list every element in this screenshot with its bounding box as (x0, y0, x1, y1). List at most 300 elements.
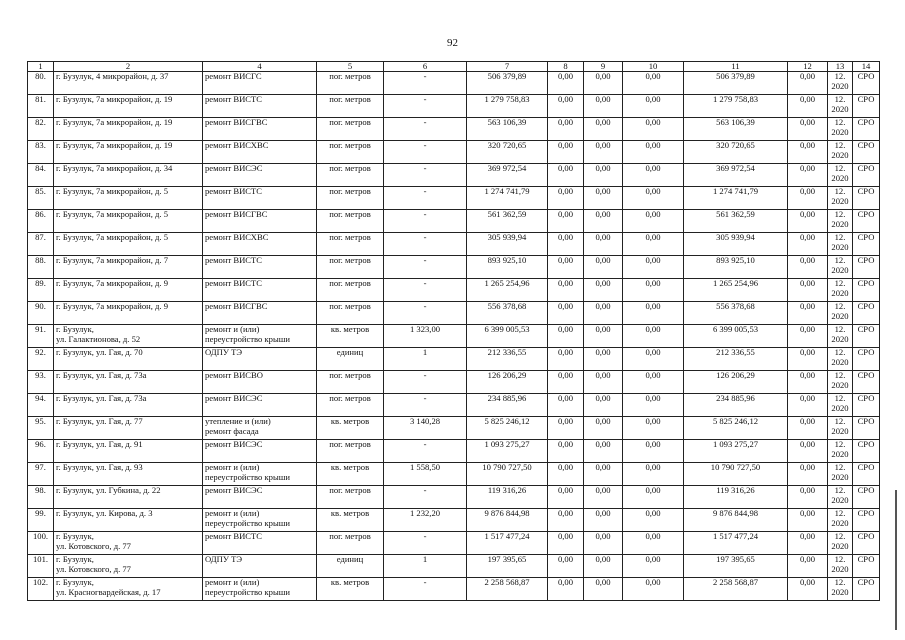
cost-other-cell: 0,00 (788, 578, 828, 601)
cost-other-cell: 0,00 (788, 233, 828, 256)
work-type-cell: ремонт ВИСЭС (203, 486, 317, 509)
cost-local-cell: 0,00 (623, 256, 684, 279)
total-cost-cell: 893 925,10 (467, 256, 548, 279)
column-header: 5 (317, 62, 384, 72)
address-cell: г. Бузулук, ул. Губкина, д. 22 (54, 486, 203, 509)
cost-owners-cell: 9 876 844,98 (684, 509, 788, 532)
method-cell: СРО (853, 187, 880, 210)
work-type-cell: ремонт ВИСЭС (203, 164, 317, 187)
unit-cell: пог. метров (317, 486, 384, 509)
table-row (28, 210, 880, 233)
cost-local-cell: 0,00 (623, 440, 684, 463)
address-cell: г. Бузулук, ул. Котовского, д. 77 (54, 532, 203, 555)
method-cell: СРО (853, 371, 880, 394)
cost-fund-cell: 0,00 (548, 394, 584, 417)
cost-budget-cell: 0,00 (584, 95, 623, 118)
quantity-cell: - (384, 532, 467, 555)
work-type-cell: ремонт и (или) переустройство крыши (203, 463, 317, 486)
cost-local-cell: 0,00 (623, 118, 684, 141)
table-row (28, 256, 880, 279)
deadline-cell: 12. 2020 (828, 394, 853, 417)
deadline-cell: 12. 2020 (828, 440, 853, 463)
total-cost-cell: 1 265 254,96 (467, 279, 548, 302)
address-cell: г. Бузулук, 7а микрорайон, д. 9 (54, 302, 203, 325)
cost-other-cell: 0,00 (788, 509, 828, 532)
cost-local-cell: 0,00 (623, 141, 684, 164)
deadline-cell: 12. 2020 (828, 578, 853, 601)
deadline-cell: 12. 2020 (828, 72, 853, 95)
unit-cell: пог. метров (317, 118, 384, 141)
cost-budget-cell: 0,00 (584, 463, 623, 486)
cost-local-cell: 0,00 (623, 509, 684, 532)
address-cell: г. Бузулук, ул. Котовского, д. 77 (54, 555, 203, 578)
quantity-cell: - (384, 141, 467, 164)
unit-cell: пог. метров (317, 440, 384, 463)
cost-other-cell: 0,00 (788, 555, 828, 578)
cost-local-cell: 0,00 (623, 164, 684, 187)
cost-owners-cell: 197 395,65 (684, 555, 788, 578)
quantity-cell: - (384, 118, 467, 141)
capital-repair-table (27, 61, 880, 601)
cost-budget-cell: 0,00 (584, 164, 623, 187)
row-number-cell: 88. (28, 256, 54, 279)
unit-cell: пог. метров (317, 394, 384, 417)
method-cell: СРО (853, 325, 880, 348)
cost-owners-cell: 2 258 568,87 (684, 578, 788, 601)
work-type-cell: ремонт ВИСЭС (203, 394, 317, 417)
table-row (28, 279, 880, 302)
cost-budget-cell: 0,00 (584, 233, 623, 256)
total-cost-cell: 2 258 568,87 (467, 578, 548, 601)
deadline-cell: 12. 2020 (828, 302, 853, 325)
total-cost-cell: 5 825 246,12 (467, 417, 548, 440)
cost-local-cell: 0,00 (623, 463, 684, 486)
unit-cell: пог. метров (317, 279, 384, 302)
cost-fund-cell: 0,00 (548, 233, 584, 256)
cost-local-cell: 0,00 (623, 348, 684, 371)
total-cost-cell: 1 274 741,79 (467, 187, 548, 210)
work-type-cell: ремонт ВИСТС (203, 187, 317, 210)
row-number-cell: 82. (28, 118, 54, 141)
cost-budget-cell: 0,00 (584, 555, 623, 578)
deadline-cell: 12. 2020 (828, 210, 853, 233)
column-header: 13 (828, 62, 853, 72)
cost-fund-cell: 0,00 (548, 578, 584, 601)
cost-other-cell: 0,00 (788, 279, 828, 302)
cost-budget-cell: 0,00 (584, 371, 623, 394)
unit-cell: пог. метров (317, 95, 384, 118)
quantity-cell: - (384, 72, 467, 95)
work-type-cell: ремонт ВИСТС (203, 279, 317, 302)
work-type-cell: утепление и (или) ремонт фасада (203, 417, 317, 440)
quantity-cell: - (384, 187, 467, 210)
table-row (28, 486, 880, 509)
method-cell: СРО (853, 118, 880, 141)
deadline-cell: 12. 2020 (828, 233, 853, 256)
column-header: 6 (384, 62, 467, 72)
method-cell: СРО (853, 210, 880, 233)
unit-cell: кв. метров (317, 509, 384, 532)
column-header: 8 (548, 62, 584, 72)
address-cell: г. Бузулук, ул. Гая, д. 91 (54, 440, 203, 463)
address-cell: г. Бузулук, 7а микрорайон, д. 5 (54, 233, 203, 256)
table-row (28, 164, 880, 187)
cost-fund-cell: 0,00 (548, 486, 584, 509)
total-cost-cell: 1 279 758,83 (467, 95, 548, 118)
total-cost-cell: 561 362,59 (467, 210, 548, 233)
method-cell: СРО (853, 302, 880, 325)
quantity-cell: 3 140,28 (384, 417, 467, 440)
deadline-cell: 12. 2020 (828, 187, 853, 210)
row-number-cell: 84. (28, 164, 54, 187)
row-number-cell: 92. (28, 348, 54, 371)
method-cell: СРО (853, 279, 880, 302)
unit-cell: кв. метров (317, 463, 384, 486)
work-type-cell: ремонт и (или) переустройство крыши (203, 509, 317, 532)
unit-cell: пог. метров (317, 164, 384, 187)
address-cell: г. Бузулук, 7а микрорайон, д. 5 (54, 187, 203, 210)
cost-budget-cell: 0,00 (584, 509, 623, 532)
total-cost-cell: 563 106,39 (467, 118, 548, 141)
unit-cell: пог. метров (317, 371, 384, 394)
work-type-cell: ремонт ВИСЭС (203, 440, 317, 463)
cost-other-cell: 0,00 (788, 95, 828, 118)
table-row (28, 141, 880, 164)
cost-other-cell: 0,00 (788, 440, 828, 463)
table-row (28, 440, 880, 463)
method-cell: СРО (853, 555, 880, 578)
total-cost-cell: 126 206,29 (467, 371, 548, 394)
cost-other-cell: 0,00 (788, 302, 828, 325)
cost-other-cell: 0,00 (788, 141, 828, 164)
cost-fund-cell: 0,00 (548, 210, 584, 233)
row-number-cell: 99. (28, 509, 54, 532)
total-cost-cell: 1 517 477,24 (467, 532, 548, 555)
table-row (28, 371, 880, 394)
cost-other-cell: 0,00 (788, 348, 828, 371)
work-type-cell: ремонт ВИСГС (203, 72, 317, 95)
method-cell: СРО (853, 578, 880, 601)
cost-budget-cell: 0,00 (584, 532, 623, 555)
row-number-cell: 87. (28, 233, 54, 256)
method-cell: СРО (853, 95, 880, 118)
cost-budget-cell: 0,00 (584, 187, 623, 210)
cost-fund-cell: 0,00 (548, 164, 584, 187)
cost-fund-cell: 0,00 (548, 440, 584, 463)
cost-fund-cell: 0,00 (548, 302, 584, 325)
row-number-cell: 86. (28, 210, 54, 233)
deadline-cell: 12. 2020 (828, 509, 853, 532)
method-cell: СРО (853, 348, 880, 371)
address-cell: г. Бузулук, ул. Гая, д. 73а (54, 394, 203, 417)
table-row (28, 509, 880, 532)
total-cost-cell: 10 790 727,50 (467, 463, 548, 486)
cost-budget-cell: 0,00 (584, 210, 623, 233)
unit-cell: кв. метров (317, 417, 384, 440)
row-number-cell: 85. (28, 187, 54, 210)
cost-owners-cell: 506 379,89 (684, 72, 788, 95)
quantity-cell: - (384, 164, 467, 187)
table-row (28, 233, 880, 256)
unit-cell: единиц (317, 555, 384, 578)
row-number-cell: 93. (28, 371, 54, 394)
cost-local-cell: 0,00 (623, 555, 684, 578)
cost-owners-cell: 556 378,68 (684, 302, 788, 325)
address-cell: г. Бузулук, 7а микрорайон, д. 34 (54, 164, 203, 187)
cost-owners-cell: 561 362,59 (684, 210, 788, 233)
quantity-cell: - (384, 578, 467, 601)
cost-fund-cell: 0,00 (548, 187, 584, 210)
quantity-cell: - (384, 394, 467, 417)
cost-budget-cell: 0,00 (584, 348, 623, 371)
cost-fund-cell: 0,00 (548, 417, 584, 440)
deadline-cell: 12. 2020 (828, 279, 853, 302)
cost-fund-cell: 0,00 (548, 371, 584, 394)
quantity-cell: - (384, 440, 467, 463)
cost-local-cell: 0,00 (623, 210, 684, 233)
cost-owners-cell: 893 925,10 (684, 256, 788, 279)
work-type-cell: ремонт ВИСХВС (203, 141, 317, 164)
page-number: 92 (447, 37, 458, 49)
row-number-cell: 101. (28, 555, 54, 578)
address-cell: г. Бузулук, 7а микрорайон, д. 19 (54, 118, 203, 141)
column-header: 12 (788, 62, 828, 72)
method-cell: СРО (853, 463, 880, 486)
cost-other-cell: 0,00 (788, 118, 828, 141)
work-type-cell: ОДПУ ТЭ (203, 348, 317, 371)
quantity-cell: 1 (384, 555, 467, 578)
cost-local-cell: 0,00 (623, 486, 684, 509)
cost-owners-cell: 1 517 477,24 (684, 532, 788, 555)
cost-fund-cell: 0,00 (548, 279, 584, 302)
cost-local-cell: 0,00 (623, 325, 684, 348)
method-cell: СРО (853, 417, 880, 440)
work-type-cell: ремонт ВИСТС (203, 256, 317, 279)
total-cost-cell: 197 395,65 (467, 555, 548, 578)
cost-fund-cell: 0,00 (548, 141, 584, 164)
row-number-cell: 90. (28, 302, 54, 325)
address-cell: г. Бузулук, 4 микрорайон, д. 37 (54, 72, 203, 95)
unit-cell: кв. метров (317, 578, 384, 601)
cost-other-cell: 0,00 (788, 486, 828, 509)
deadline-cell: 12. 2020 (828, 118, 853, 141)
cost-fund-cell: 0,00 (548, 555, 584, 578)
row-number-cell: 96. (28, 440, 54, 463)
unit-cell: кв. метров (317, 325, 384, 348)
cost-owners-cell: 305 939,94 (684, 233, 788, 256)
total-cost-cell: 320 720,65 (467, 141, 548, 164)
column-header: 4 (203, 62, 317, 72)
cost-fund-cell: 0,00 (548, 348, 584, 371)
cost-other-cell: 0,00 (788, 256, 828, 279)
address-cell: г. Бузулук, ул. Галактионова, д. 52 (54, 325, 203, 348)
method-cell: СРО (853, 509, 880, 532)
table-row (28, 95, 880, 118)
total-cost-cell: 305 939,94 (467, 233, 548, 256)
cost-fund-cell: 0,00 (548, 256, 584, 279)
cost-fund-cell: 0,00 (548, 72, 584, 95)
cost-other-cell: 0,00 (788, 187, 828, 210)
work-type-cell: ремонт ВИСГВС (203, 302, 317, 325)
row-number-cell: 91. (28, 325, 54, 348)
row-number-cell: 81. (28, 95, 54, 118)
cost-fund-cell: 0,00 (548, 95, 584, 118)
cost-fund-cell: 0,00 (548, 532, 584, 555)
deadline-cell: 12. 2020 (828, 141, 853, 164)
quantity-cell: 1 323,00 (384, 325, 467, 348)
address-cell: г. Бузулук, 7а микрорайон, д. 19 (54, 141, 203, 164)
unit-cell: пог. метров (317, 72, 384, 95)
deadline-cell: 12. 2020 (828, 555, 853, 578)
total-cost-cell: 9 876 844,98 (467, 509, 548, 532)
cost-fund-cell: 0,00 (548, 509, 584, 532)
cost-budget-cell: 0,00 (584, 118, 623, 141)
column-header: 2 (54, 62, 203, 72)
row-number-cell: 94. (28, 394, 54, 417)
table-row (28, 463, 880, 486)
column-header: 1 (28, 62, 54, 72)
table-row (28, 578, 880, 601)
deadline-cell: 12. 2020 (828, 348, 853, 371)
deadline-cell: 12. 2020 (828, 486, 853, 509)
deadline-cell: 12. 2020 (828, 256, 853, 279)
row-number-cell: 89. (28, 279, 54, 302)
cost-local-cell: 0,00 (623, 187, 684, 210)
unit-cell: пог. метров (317, 532, 384, 555)
table-row (28, 72, 880, 95)
deadline-cell: 12. 2020 (828, 463, 853, 486)
total-cost-cell: 119 316,26 (467, 486, 548, 509)
cost-budget-cell: 0,00 (584, 72, 623, 95)
cost-other-cell: 0,00 (788, 417, 828, 440)
total-cost-cell: 212 336,55 (467, 348, 548, 371)
cost-owners-cell: 369 972,54 (684, 164, 788, 187)
quantity-cell: - (384, 486, 467, 509)
cost-other-cell: 0,00 (788, 210, 828, 233)
unit-cell: пог. метров (317, 141, 384, 164)
cost-fund-cell: 0,00 (548, 118, 584, 141)
cost-local-cell: 0,00 (623, 302, 684, 325)
total-cost-cell: 506 379,89 (467, 72, 548, 95)
deadline-cell: 12. 2020 (828, 95, 853, 118)
cost-budget-cell: 0,00 (584, 279, 623, 302)
work-type-cell: ремонт ВИСГВС (203, 210, 317, 233)
unit-cell: единиц (317, 348, 384, 371)
cost-budget-cell: 0,00 (584, 141, 623, 164)
cost-budget-cell: 0,00 (584, 417, 623, 440)
quantity-cell: - (384, 279, 467, 302)
table-row (28, 325, 880, 348)
quantity-cell: 1 (384, 348, 467, 371)
total-cost-cell: 556 378,68 (467, 302, 548, 325)
cost-local-cell: 0,00 (623, 95, 684, 118)
cost-owners-cell: 6 399 005,53 (684, 325, 788, 348)
column-header: 9 (584, 62, 623, 72)
address-cell: г. Бузулук, ул. Гая, д. 77 (54, 417, 203, 440)
address-cell: г. Бузулук, ул. Кирова, д. 3 (54, 509, 203, 532)
work-type-cell: ремонт ВИСВО (203, 371, 317, 394)
cost-budget-cell: 0,00 (584, 256, 623, 279)
cost-owners-cell: 5 825 246,12 (684, 417, 788, 440)
quantity-cell: 1 558,50 (384, 463, 467, 486)
quantity-cell: - (384, 210, 467, 233)
row-number-cell: 95. (28, 417, 54, 440)
cost-other-cell: 0,00 (788, 371, 828, 394)
table-row (28, 118, 880, 141)
total-cost-cell: 234 885,96 (467, 394, 548, 417)
unit-cell: пог. метров (317, 233, 384, 256)
deadline-cell: 12. 2020 (828, 532, 853, 555)
deadline-cell: 12. 2020 (828, 164, 853, 187)
cost-other-cell: 0,00 (788, 463, 828, 486)
cost-other-cell: 0,00 (788, 325, 828, 348)
quantity-cell: - (384, 371, 467, 394)
cost-owners-cell: 126 206,29 (684, 371, 788, 394)
method-cell: СРО (853, 72, 880, 95)
table-row (28, 532, 880, 555)
method-cell: СРО (853, 440, 880, 463)
total-cost-cell: 6 399 005,53 (467, 325, 548, 348)
cost-budget-cell: 0,00 (584, 486, 623, 509)
work-type-cell: ремонт и (или) переустройство крыши (203, 325, 317, 348)
unit-cell: пог. метров (317, 187, 384, 210)
address-cell: г. Бузулук, ул. Гая, д. 73а (54, 371, 203, 394)
table-body (28, 62, 880, 601)
address-cell: г. Бузулук, ул. Гая, д. 70 (54, 348, 203, 371)
column-header: 11 (684, 62, 788, 72)
cost-owners-cell: 1 279 758,83 (684, 95, 788, 118)
cost-local-cell: 0,00 (623, 532, 684, 555)
work-type-cell: ОДПУ ТЭ (203, 555, 317, 578)
method-cell: СРО (853, 164, 880, 187)
cost-owners-cell: 1 265 254,96 (684, 279, 788, 302)
cost-other-cell: 0,00 (788, 72, 828, 95)
address-cell: г. Бузулук, 7а микрорайон, д. 5 (54, 210, 203, 233)
row-number-cell: 100. (28, 532, 54, 555)
work-type-cell: ремонт и (или) переустройство крыши (203, 578, 317, 601)
table-row (28, 394, 880, 417)
row-number-cell: 83. (28, 141, 54, 164)
cost-budget-cell: 0,00 (584, 578, 623, 601)
cost-budget-cell: 0,00 (584, 325, 623, 348)
cost-owners-cell: 212 336,55 (684, 348, 788, 371)
cost-other-cell: 0,00 (788, 164, 828, 187)
method-cell: СРО (853, 256, 880, 279)
cost-local-cell: 0,00 (623, 371, 684, 394)
column-header: 14 (853, 62, 880, 72)
address-cell: г. Бузулук, 7а микрорайон, д. 19 (54, 95, 203, 118)
table-row (28, 302, 880, 325)
quantity-cell: - (384, 95, 467, 118)
cost-local-cell: 0,00 (623, 394, 684, 417)
work-type-cell: ремонт ВИСГВС (203, 118, 317, 141)
method-cell: СРО (853, 532, 880, 555)
quantity-cell: 1 232,20 (384, 509, 467, 532)
method-cell: СРО (853, 233, 880, 256)
method-cell: СРО (853, 141, 880, 164)
cost-budget-cell: 0,00 (584, 394, 623, 417)
cost-local-cell: 0,00 (623, 417, 684, 440)
cost-owners-cell: 320 720,65 (684, 141, 788, 164)
cost-other-cell: 0,00 (788, 394, 828, 417)
cost-local-cell: 0,00 (623, 72, 684, 95)
cost-fund-cell: 0,00 (548, 325, 584, 348)
cost-owners-cell: 10 790 727,50 (684, 463, 788, 486)
work-type-cell: ремонт ВИСХВС (203, 233, 317, 256)
table-row (28, 187, 880, 210)
address-cell: г. Бузулук, ул. Красногвардейская, д. 17 (54, 578, 203, 601)
total-cost-cell: 369 972,54 (467, 164, 548, 187)
